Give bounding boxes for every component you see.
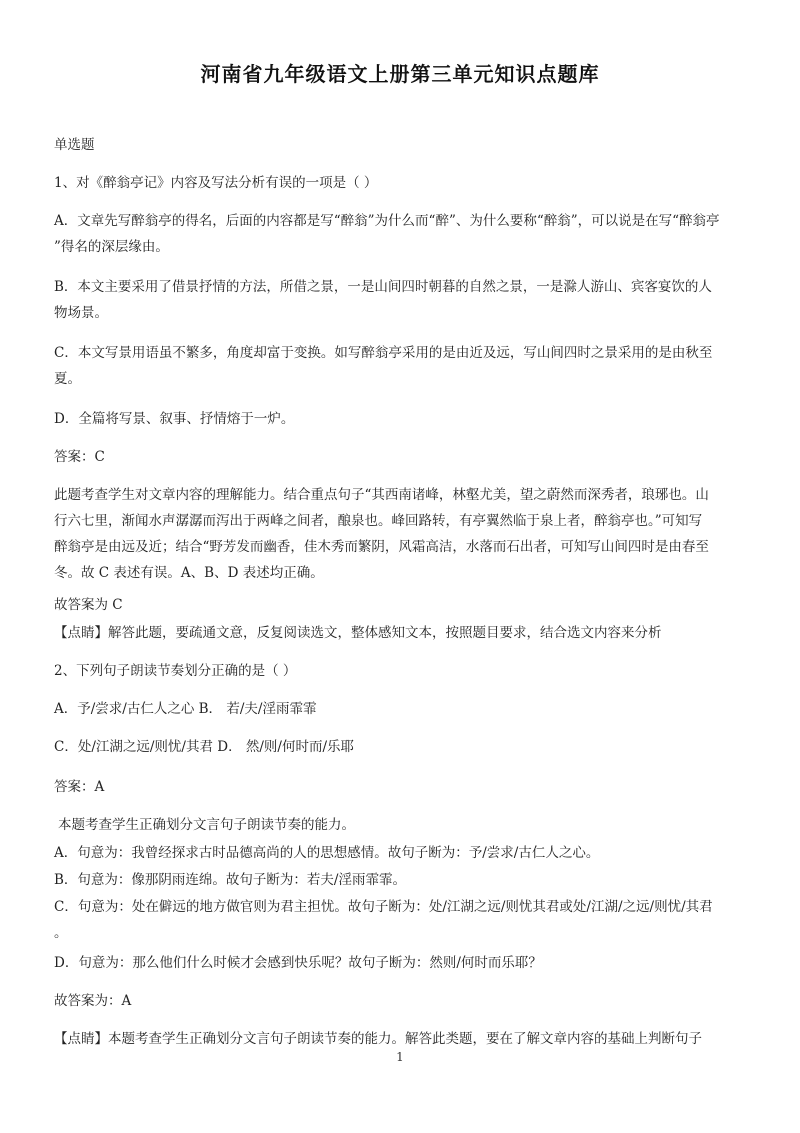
question-2-answer: 答案：A [54, 779, 105, 795]
question-1-option-a: A．文章先写醉翁亭的得名，后面的内容都是写“醉翁”为什么而“醉”、为什么要称“醉翁”，可以说是在写“醉翁亭 [54, 213, 720, 229]
page-number: 1 [396, 1050, 404, 1064]
section-heading: 单选题 [54, 137, 95, 153]
question-1-note: 【点睛】解答此题，要疏通文意，反复阅读选文，整体感知文本，按照题目要求，结合选文内容来分析 [54, 625, 662, 641]
question-1-option-c: C．本文写景用语虽不繁多，角度却富于变换。如写醉翁亭采用的是由近及远，写山间四时之景采用的是由秋至 [54, 345, 713, 361]
question-2-note: 【点睛】本题考查学生正确划分文言句子朗读节奏的能力。解答此类题，要在了解文章内容的基础上判断句子 [54, 1031, 702, 1047]
question-2-explanation-b: B．句意为：像那阴雨连绵。故句子断为：若夫/淫雨霏霏。 [54, 872, 406, 888]
question-2-explanation-a: A．句意为：我曾经探求古时品德高尚的人的思想感情。故句子断为：予/尝求/古仁人之心。 [54, 845, 600, 861]
question-1-option-c-cont: 夏。 [54, 371, 81, 387]
question-1-option-b: B．本文主要采用了借景抒情的方法，所借之景，一是山间四时朝暮的自然之景，一是滁人游山、宾客宴饮的人 [54, 279, 712, 295]
question-2-options-ab: A．予/尝求/古仁人之心 B． 若/夫/淫雨霏霏 [54, 701, 317, 717]
question-2-options-cd: C．处/江湖之远/则忧/其君 D． 然/则/何时而/乐耶 [54, 739, 355, 755]
document-title: 河南省九年级语文上册第三单元知识点题库 [200, 62, 600, 86]
question-2-explanation-intro: 本题考查学生正确划分文言句子朗读节奏的能力。 [58, 817, 355, 833]
question-2-stem: 2、下列句子朗读节奏划分正确的是（ ） [54, 663, 297, 679]
question-1-explanation-line-1: 此题考查学生对文章内容的理解能力。结合重点句子“其西南诸峰，林壑尤美，望之蔚然而深秀者，琅琊也。山 [54, 487, 709, 503]
question-1-explanation-line-3: 醉翁亭是由远及近；结合“野芳发而幽香，佳木秀而繁阴，风霜高洁，水落而石出者，可知写山间四时是由春至 [54, 539, 709, 555]
question-2-explanation-c-cont: 。 [54, 925, 68, 941]
question-1-explanation-line-2: 行六七里，渐闻水声潺潺而泻出于两峰之间者，酿泉也。峰回路转，有亭翼然临于泉上者，醉翁亭也。”可知写 [54, 513, 703, 529]
question-1-stem: 1、对《醉翁亭记》内容及写法分析有误的一项是（ ） [54, 175, 378, 191]
question-2-explanation-c: C．句意为：处在僻远的地方做官则为君主担忧。故句子断为：处/江湖之远/则忧其君或处/江湖/之远/则忧/其君 [54, 899, 713, 915]
question-1-answer: 答案：C [54, 449, 105, 465]
question-1-option-b-cont: 物场景。 [54, 305, 108, 321]
question-1-final-answer: 故答案为 C [54, 597, 123, 613]
question-2-explanation-d: D．句意为：那么他们什么时候才会感到快乐呢？故句子断为：然则/何时而乐耶？ [54, 955, 542, 971]
question-1-explanation-line-4: 冬。故 C 表述有误。A、B、D 表述均正确。 [54, 565, 324, 581]
question-2-final-answer: 故答案为：A [54, 993, 132, 1009]
question-1-option-d: D．全篇将写景、叙事、抒情熔于一炉。 [54, 411, 295, 427]
question-1-option-a-cont: ”得名的深层缘由。 [54, 239, 169, 255]
